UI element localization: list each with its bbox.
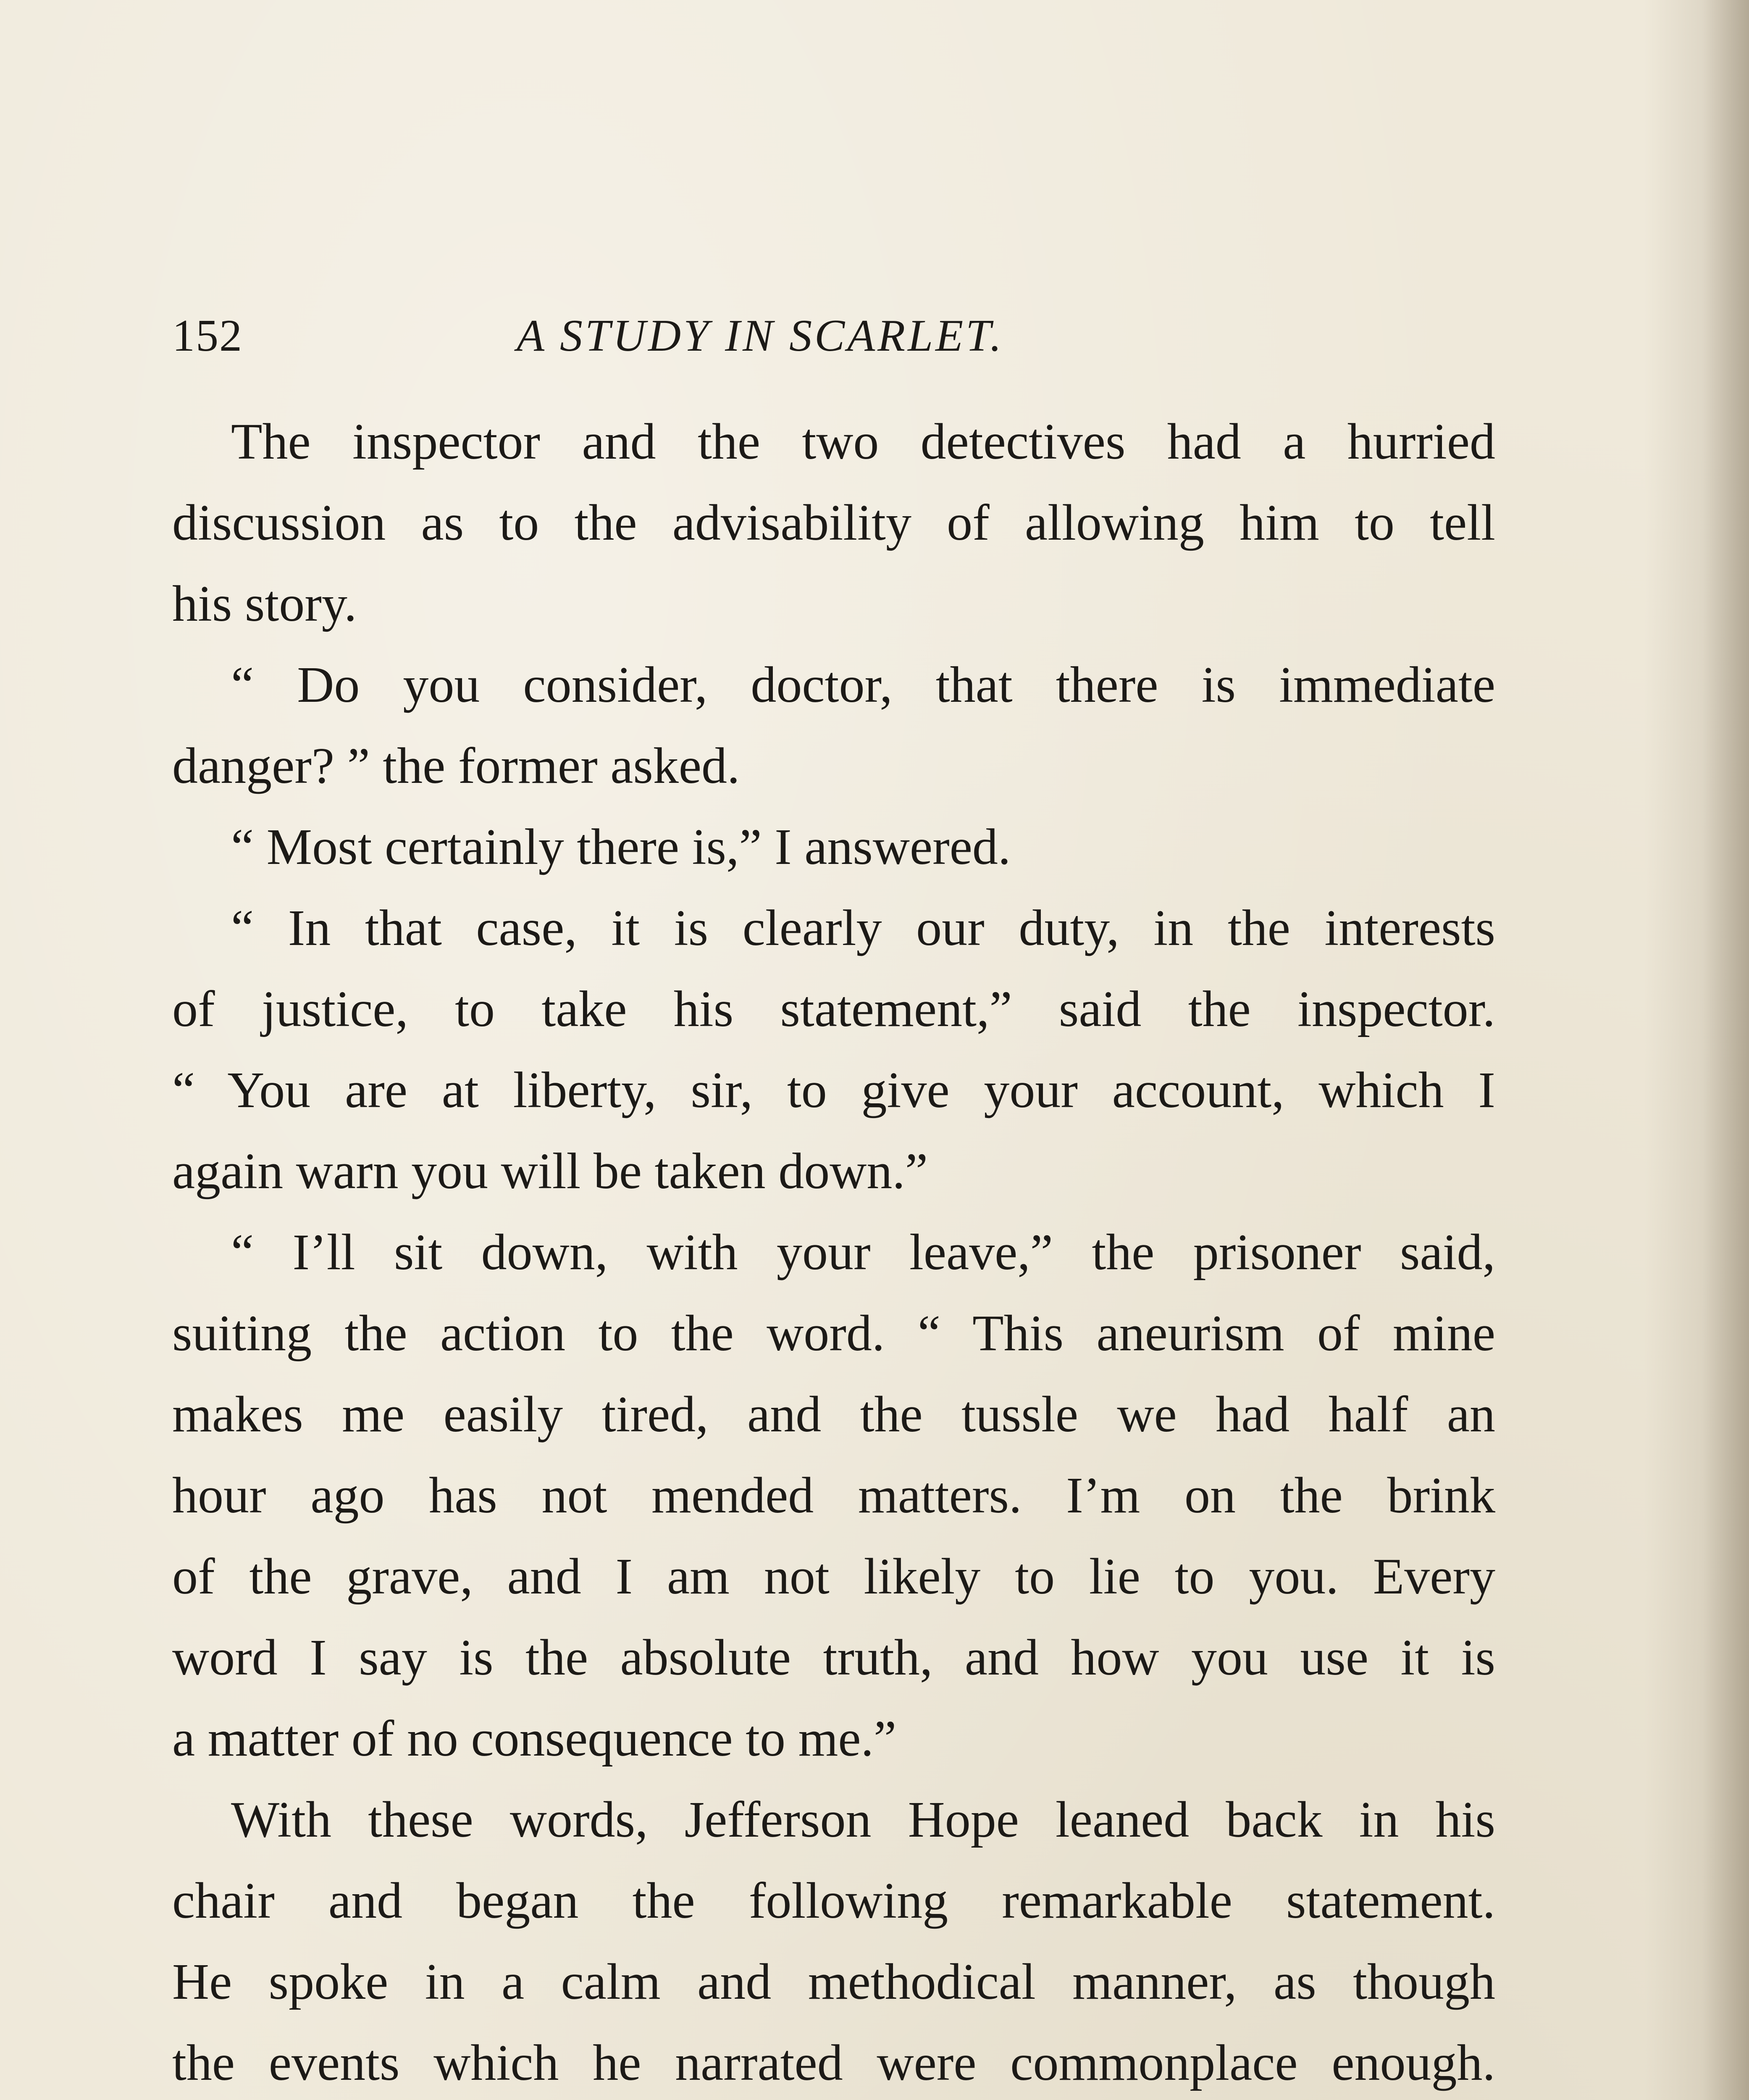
running-title: A STUDY IN SCARLET. bbox=[517, 311, 1004, 361]
text-line: “ I’ll sit down, with your leave,” the prisoner said, bbox=[231, 1224, 1495, 1281]
text-line: of justice, to take his statement,” said the inspector. bbox=[172, 981, 1495, 1037]
text-line: With these words, Jefferson Hope leaned back in his bbox=[231, 1791, 1495, 1848]
text-line: his story. bbox=[172, 575, 357, 632]
text-line: word I say is the absolute truth, and how you use it is bbox=[172, 1629, 1495, 1686]
text-line: of the grave, and I am not likely to lie to you. Every bbox=[172, 1548, 1495, 1605]
text-line: danger? ” the former asked. bbox=[172, 738, 740, 794]
text-line: suiting the action to the word. “ This aneurism of mine bbox=[172, 1305, 1495, 1362]
text-line: a matter of no consequence to me.” bbox=[172, 1710, 897, 1767]
running-head bbox=[172, 307, 1495, 365]
text-line: The inspector and the two detectives had a hurried bbox=[231, 413, 1495, 470]
page-edge-shadow bbox=[1703, 0, 1749, 2100]
text-line: makes me easily tired, and the tussle we had half an bbox=[172, 1386, 1495, 1443]
body-text bbox=[172, 401, 1495, 2100]
text-line: “ In that case, it is clearly our duty, in the interests bbox=[231, 900, 1495, 956]
text-line: again warn you will be taken down.” bbox=[172, 1143, 928, 1200]
text-line: “ You are at liberty, sir, to give your account, which I bbox=[172, 1062, 1495, 1118]
text-line: He spoke in a calm and methodical manner, as though bbox=[172, 1953, 1495, 2010]
page-number: 152 bbox=[172, 311, 243, 361]
text-line: hour ago has not mended matters. I’m on the brink bbox=[172, 1467, 1495, 1524]
text-line: chair and began the following remarkable statement. bbox=[172, 1872, 1495, 1929]
text-line: “ Most certainly there is,” I answered. bbox=[231, 819, 1011, 875]
text-line: the events which he narrated were commonplace enough. bbox=[172, 2034, 1495, 2091]
text-line: discussion as to the advisability of allowing him to tell bbox=[172, 494, 1495, 551]
text-line: “ Do you consider, doctor, that there is immediate bbox=[231, 656, 1495, 713]
